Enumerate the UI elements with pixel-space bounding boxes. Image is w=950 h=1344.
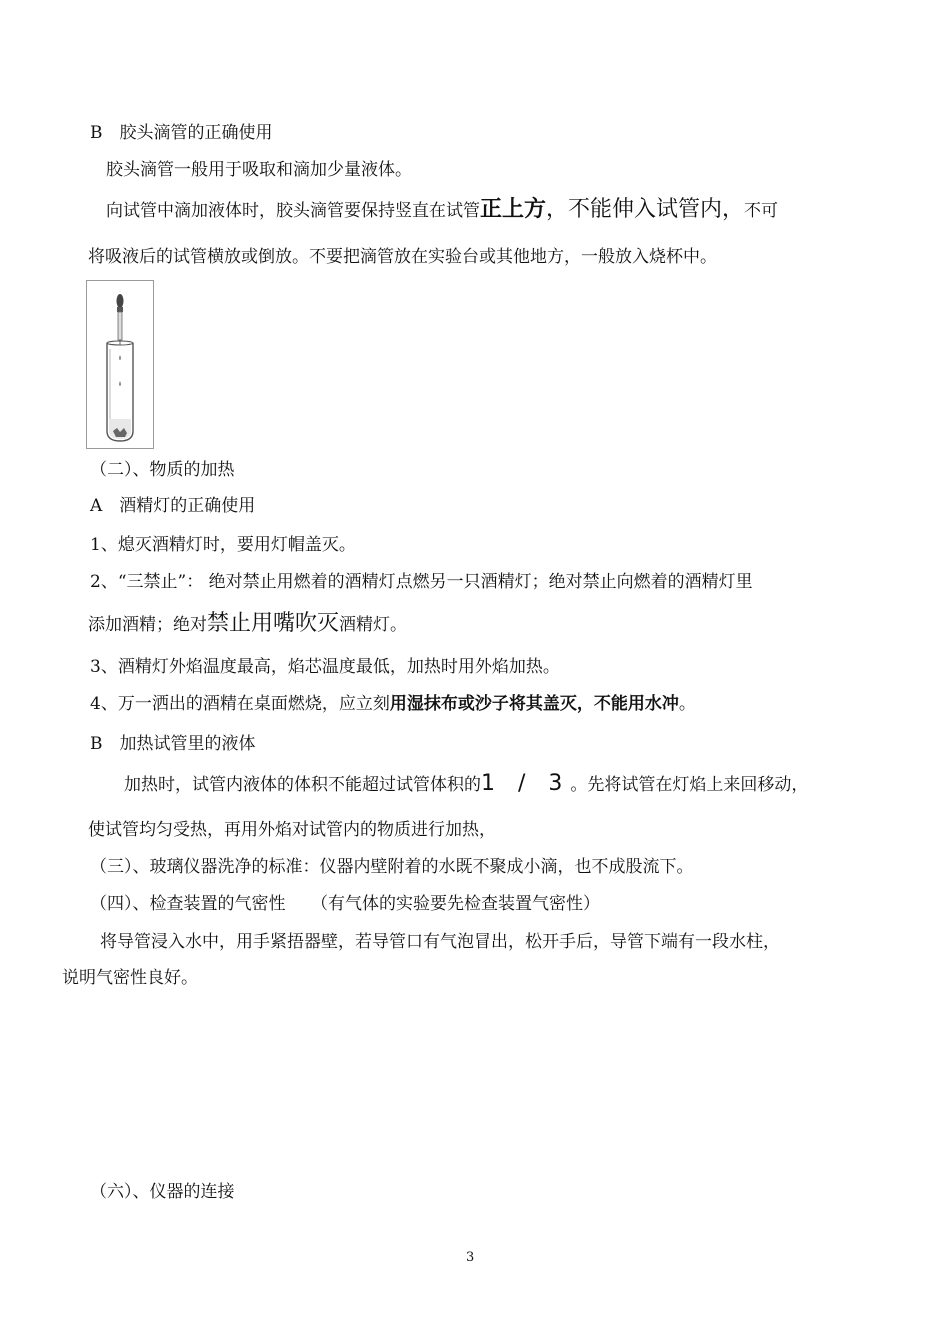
lamp-rule-4-emphasis: 用湿抹布或沙子将其盖灭，不能用水冲 bbox=[389, 694, 679, 714]
airtight-line-1: 将导管浸入水中，用手紧捂器壁，若导管口有气泡冒出，松开手后，导管下端有一段水柱， bbox=[100, 932, 780, 952]
dropper-rule-emphasis-no-insert: ，不能伸入试管内， bbox=[546, 197, 745, 222]
one-third-fraction: 1 / 3 bbox=[481, 771, 571, 796]
lamp-rule-2-line-2 bbox=[88, 612, 407, 637]
dropper-test-tube-illustration bbox=[87, 281, 153, 448]
lamp-rule-2-text-1: 添加酒精；绝对 bbox=[88, 615, 207, 635]
heating-text-1: 加热时，试管内液体的体积不能超过试管体积的 bbox=[124, 775, 481, 795]
section-b-dropper-title: B 胶头滴管的正确使用 bbox=[90, 123, 273, 143]
lamp-rule-4-text-2: 。 bbox=[678, 694, 696, 714]
heating-line-2: 使试管均匀受热，再用外焰对试管内的物质进行加热， bbox=[88, 820, 496, 840]
section-b-liquid-heating-title: B 加热试管里的液体 bbox=[90, 734, 256, 754]
lamp-rule-2-emphasis: 禁止用嘴吹灭 bbox=[207, 611, 340, 636]
dropper-rule-line-2: 将吸液后的试管横放或倒放。不要把滴管放在实验台或其他地方，一般放入烧杯中。 bbox=[88, 247, 717, 267]
dropper-test-tube-figure bbox=[86, 280, 154, 449]
section-4-airtightness-title: （四）、检查装置的气密性 （有气体的实验要先检查装置气密性） bbox=[90, 894, 600, 914]
lamp-rule-4 bbox=[90, 692, 696, 716]
section-3-clean-standard: （三）、玻璃仪器洗净的标准：仪器内壁附着的水既不聚成小滴，也不成股流下。 bbox=[90, 857, 694, 877]
lamp-rule-2-text-2: 酒精灯。 bbox=[339, 615, 408, 635]
page-number: 3 bbox=[466, 1250, 475, 1265]
section-2-heating-title: （二）、物质的加热 bbox=[90, 460, 235, 480]
dropper-rule-emphasis-above: 正上方 bbox=[480, 197, 547, 222]
lamp-rule-4-text-1: 4、万一洒出的酒精在桌面燃烧，应立刻 bbox=[90, 694, 390, 714]
dropper-use-text: 胶头滴管一般用于吸取和滴加少量液体。 bbox=[106, 160, 412, 180]
dropper-rule-text-1: 向试管中滴加液体时，胶头滴管要保持竖直在试管 bbox=[106, 201, 480, 221]
heating-line-1 bbox=[124, 772, 808, 797]
lamp-rule-3: 3、酒精灯外焰温度最高，焰芯温度最低，加热时用外焰加热。 bbox=[90, 657, 560, 677]
section-6-connection-title: （六）、仪器的连接 bbox=[90, 1182, 235, 1202]
dropper-rule-line-1 bbox=[106, 198, 778, 223]
heating-text-2: 。先将试管在灯焰上来回移动， bbox=[570, 775, 809, 795]
dropper-rule-text-2: 不可 bbox=[744, 201, 779, 221]
section-a-lamp-title: A 酒精灯的正确使用 bbox=[90, 496, 256, 516]
lamp-rule-1: 1、熄灭酒精灯时，要用灯帽盖灭。 bbox=[90, 535, 356, 555]
airtight-line-2: 说明气密性良好。 bbox=[62, 968, 198, 988]
lamp-rule-2-line-1: 2、“三禁止”： 绝对禁止用燃着的酒精灯点燃另一只酒精灯；绝对禁止向燃着的酒精灯里 bbox=[90, 572, 753, 592]
